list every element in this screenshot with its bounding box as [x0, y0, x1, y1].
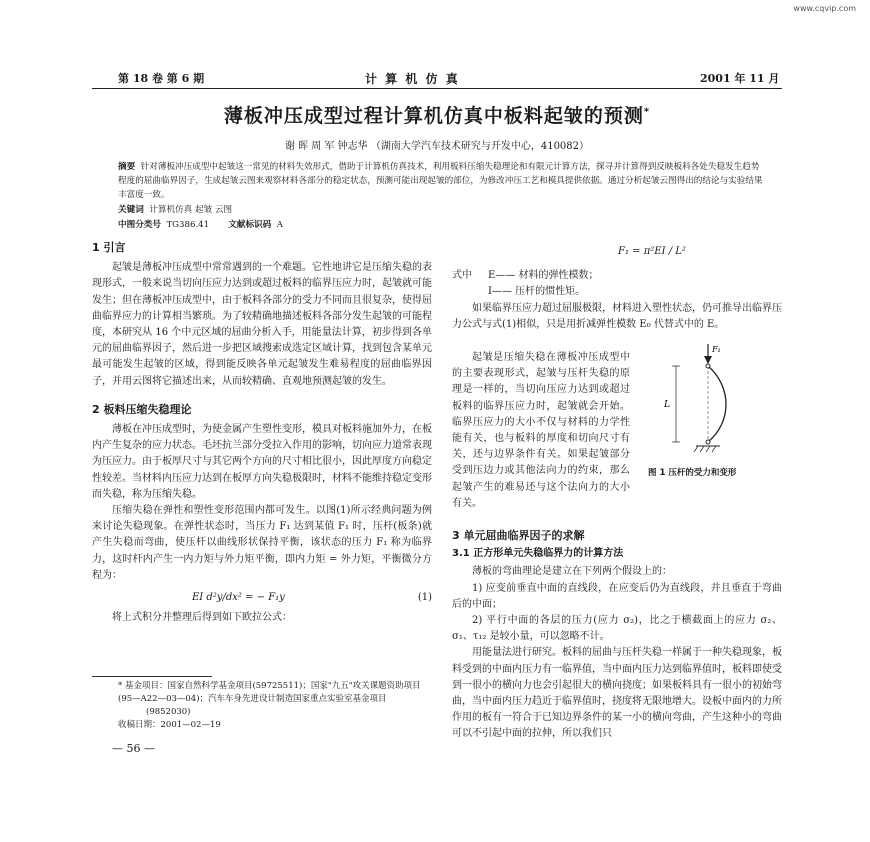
classification-label: 中图分类号 [118, 220, 161, 230]
equation-1-followup: 将上式积分并整理后得到如下欧拉公式： [112, 612, 292, 624]
figure-1-buckled-column [640, 342, 785, 460]
section-2-paragraph-1: 薄板在冲压成型时，为使金属产生塑性变形，模具对板料施加外力，在板内产生复杂的应力状态。毛坯抗兰部分受拉入作用的影响，切向应力道常表现为压应力。由于板厚尺寸与其它两个方向的尺寸相比很小，因此厚度方向稳定性较差。当材料内压应力达到在板厚方向失稳极限时，材料不能维持稳定变形而失稳，称为压缩失稳。 [92, 424, 432, 500]
figure-1-force-label: F₁ [712, 345, 721, 354]
where-label: 式中 [452, 270, 472, 282]
keywords [118, 203, 232, 215]
title-footnote-mark: * [643, 106, 651, 118]
figure-1-caption: 图 1 压杆的受力和变形 [648, 468, 737, 478]
right-column-wrap-text [452, 350, 630, 512]
right-column-top [452, 240, 782, 333]
header-rule [92, 88, 782, 89]
figure-1-length-label: L [664, 400, 670, 410]
journal-name: 计 算 机 仿 真 [365, 72, 460, 86]
section-1-paragraph: 起皱是薄板冲压成型中常常遇到的一个难题。它性地讲它是压缩失稳的表现形式，一般来说当切向压应力达到或超过板料的临界压应力时，起皱就可能发生；但在薄板冲压成型中，由于板料各部分的受力不同而且很复杂，使得屈曲临界应力的计算相当繁琐。为了较精确地描述板料各部分发生起皱的可能程度，本研究从 16 个中元区域的屈曲分析入手，用能量法计算，初步得到各单元的屈曲临界因子，然后进一步把区域搜索成选定区域计算，找到包含某单元最可能发生起皱的区域，得到能反映各单元起皱发生难易程度的屈曲临界因子，并用云图将它描述出来，从而较精确、直观地预测起皱的发生。 [92, 262, 432, 387]
page-number: — 56 — [112, 742, 155, 755]
section-2-title: 2 板料压缩失稳理论 [92, 402, 192, 416]
keywords-label: 关键词 [118, 205, 144, 215]
where-i: I—— 压杆的惯性矩。 [488, 286, 586, 298]
where-block [452, 268, 782, 300]
section-3-1-title: 3.1 正方形单元失稳临界力的计算方法 [452, 548, 624, 560]
where-e: E—— 材料的弹性模数； [488, 270, 599, 282]
section-3-1-assumption-1: 1) 应变前垂直中面的直线段，在应变后仍为直线段，并且垂直于弯曲后的中面； [452, 582, 782, 610]
paper-title-text: 薄板冲压成型过程计算机仿真中板料起皱的预测 [223, 105, 644, 127]
section-1-title: 1 引言 [92, 241, 126, 254]
section-3-title: 3 单元屈曲临界因子的求解 [452, 529, 585, 542]
section-2-paragraph-2: 压缩失稳在弹性和塑性变形范围内都可发生。以图(1)所示经典问题为例来讨论失稳现象。在弹性状态时，当压力 F₁ 达到某值 F₁ 时，压杆(板条)就产生失稳而弯曲，使压杆以曲线形状保持平衡，该状态的压力 F₁ 称为临界力，这时杆内产生一内力矩与外力矩平衡，即内力矩 = 外力矩，平衡微分方程为： [92, 505, 432, 581]
section-3-1-paragraph-2: 用能量法进行研究。板料的屈曲与压杆失稳一样属于一种失稳现象，板料受到的中面内压力有一临界值，当中面内压力达到临界值时，板料即使受到一很小的横向力也会引起很大的横向挠度；如果板料具有一很小的初始弯曲，当中面内压力趋近于临界值时，挠度将无限地增大。设板中面内的力所作用的板有一符合于已知边界条件的某一小的横向弯曲，产生这种小的弯曲可以不引起中面的拉伸，所以我们只 [452, 647, 782, 740]
site-watermark: www.cqvip.com [793, 4, 856, 13]
classification-value: TG386.41 [166, 220, 210, 230]
footnote-funding-cont: (9852030) [146, 707, 191, 717]
footnote-funding: * 基金项目：国家自然科学基金项目(59725511)；国家"九五"攻关课题资助项目(95—A22—03—04)；汽车车身先进设计制造国家重点实验室基金项目 [118, 681, 421, 704]
doc-code-value: A [276, 220, 283, 230]
abstract-label: 摘要 [118, 162, 136, 172]
section-3-1-assumption-2: 2) 平行中面的各层的压力(应力 σ₂)，比之于横截面上的应力 σ₂、σ₁、τ₁₂ 是较小量，可以忽略不计。 [452, 615, 782, 643]
doc-code-label: 文献标识码 [228, 220, 272, 230]
footnote [118, 680, 423, 732]
equation-1: EI d²y/dx² = − F₁y [192, 592, 285, 604]
right-paragraph-1: 如果临界压应力超过屈服极限，材料进入塑性状态，仍可推导出临界压力公式与式(1)相似，只是用折减弹性模数 E₀ 代替式中的 E。 [452, 302, 782, 330]
section-3-1-paragraph-1: 薄板的弯曲理论是建立在下列两个假设上的： [472, 566, 672, 578]
journal-date: 2001 年 11 月 [700, 72, 780, 85]
journal-volume-issue: 第 18 卷 第 6 期 [118, 72, 205, 85]
equation-2: F₁ = π²EI / L² [618, 246, 686, 257]
abstract-text: 针对薄板冲压成型中起皱这一常见的材料失效形式，借助于计算机仿真技术，利用板料压缩失稳理论和有限元计算方法，探寻并计算得到反映板料各处失稳发生趋势程度的屈曲临界因子，生成起皱云图来观察材料各部分的稳定状态，预测可能出现起皱的部位，为修改冲压工艺和模具提供依据。通过分析起皱云图得出的结论与实验结果丰富度一致。 [118, 162, 763, 200]
footnote-received: 收稿日期：2001—02—19 [118, 720, 221, 730]
right-column-bottom [452, 528, 782, 743]
abstract [118, 160, 766, 202]
keywords-text: 计算机仿真 起皱 云图 [149, 205, 233, 215]
footnote-rule [92, 676, 212, 677]
right-paragraph-2: 起皱是压缩失稳在薄板冲压成型中的主要表现形式，起皱与压杆失稳的原理是一样的，当切向压应力达到或超过板料的临界压应力时，起皱就会开始。临界压应力的大小不仅与材料的力学性能有关，也与板料的厚度和切向尺寸有关，还与边界条件有关。如果起皱部分受到压边力或其他法向力的约束，那么起皱产生的难易还与这个法向力的大小有关。 [452, 352, 630, 509]
left-column [92, 238, 432, 626]
author-line: 谢 晖 周 军 钟志华 （湖南大学汽车技术研究与开发中心，410082） [284, 141, 590, 152]
classification [118, 218, 283, 230]
equation-1-number: (1) [417, 592, 432, 604]
paper-title [92, 101, 782, 128]
